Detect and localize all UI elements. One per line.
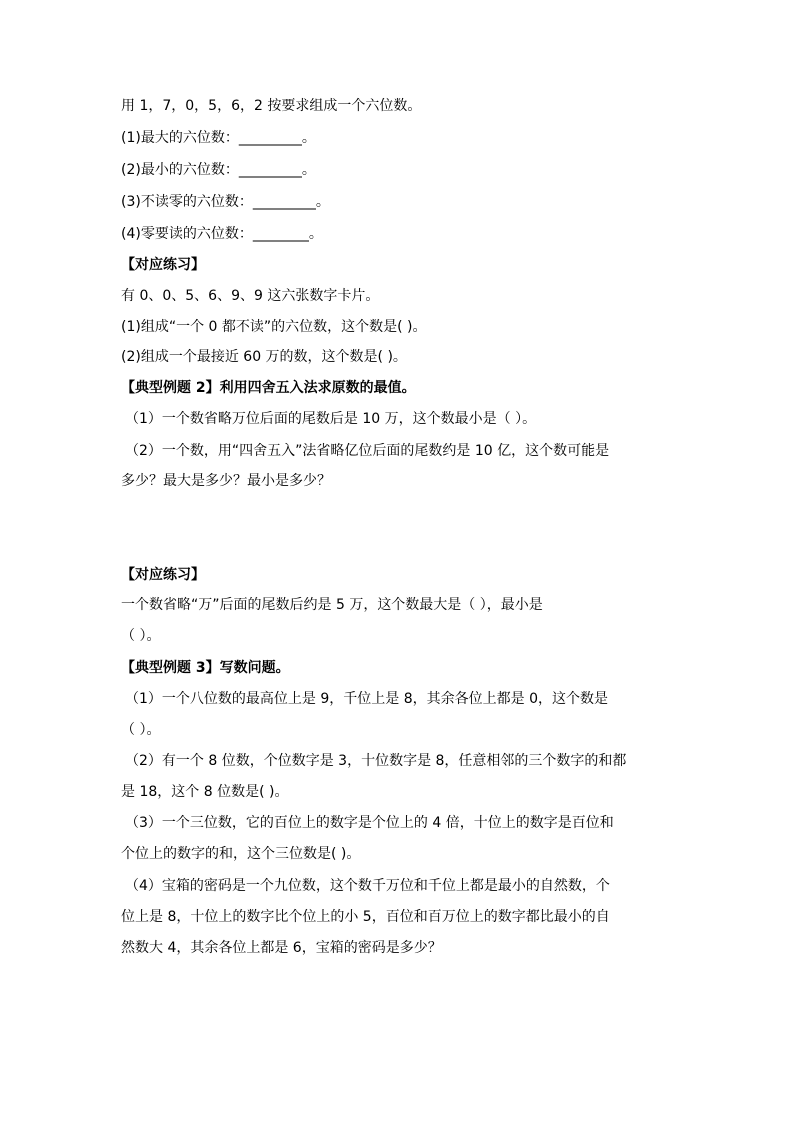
practice-1-question-2: (2)组成一个最接近 60 万的数，这个数是( )。 [121,349,407,365]
s1-question-3: (3)不读零的六位数：_________。 [121,194,330,210]
example-3-question-4-line-1: （4）宝箱的密码是一个九位数，这个数千万位和千位上都是最小的自然数，个 [125,878,610,894]
example-2-question-2-line-2: 多少？最大是多少？最小是多少？ [121,473,331,489]
example-3-question-2-line-2: 是 18，这个 8 位数是( )。 [121,784,289,800]
s1-question-1: (1)最大的六位数：_________。 [121,130,316,146]
practice-1-heading: 【对应练习】 [121,257,205,273]
example-3-question-1-line-1: （1）一个八位数的最高位上是 9，千位上是 8，其余各位上都是 0，这个数是 [125,691,608,707]
example-3-question-3-line-2: 个位上的数字的和，这个三位数是( )。 [121,846,361,862]
example-3-question-1-line-2: （ ）。 [121,722,161,738]
example-3-question-4-line-3: 然数大 4，其余各位上都是 6，宝箱的密码是多少？ [121,940,442,956]
example-3-heading: 【典型例题 3】写数问题。 [121,660,290,676]
practice-1-question-1: (1)组成“一个 0 都不读”的六位数，这个数是( )。 [121,319,427,335]
example-3-question-2-line-1: （2）有一个 8 位数，个位数字是 3，十位数字是 8，任意相邻的三个数字的和都 [125,753,627,769]
example-2-heading: 【典型例题 2】利用四舍五入法求原数的最值。 [121,380,416,396]
example-2-question-1: （1）一个数省略万位后面的尾数后是 10 万，这个数最小是（ ）。 [125,411,537,427]
s1-question-4: (4)零要读的六位数：________。 [121,226,323,242]
practice-2-heading: 【对应练习】 [121,567,205,583]
example-3-question-3-line-1: （3）一个三位数，它的百位上的数字是个位上的 4 倍，十位上的数字是百位和 [125,815,614,831]
practice-1-intro: 有 0、0、5、6、9、9 这六张数字卡片。 [121,288,380,304]
practice-2-line-2: （ ）。 [121,628,161,644]
s1-intro: 用 1，7，0，5，6，2 按要求组成一个六位数。 [121,98,422,114]
practice-2-line-1: 一个数省略“万”后面的尾数后约是 5 万，这个数最大是（ ），最小是 [121,597,543,613]
example-3-question-4-line-2: 位上是 8，十位上的数字比个位上的小 5，百位和百万位上的数字都比最小的自 [121,909,610,925]
example-2-question-2-line-1: （2）一个数，用“四舍五入”法省略亿位后面的尾数约是 10 亿，这个数可能是 [125,443,610,459]
s1-question-2: (2)最小的六位数：_________。 [121,162,316,178]
